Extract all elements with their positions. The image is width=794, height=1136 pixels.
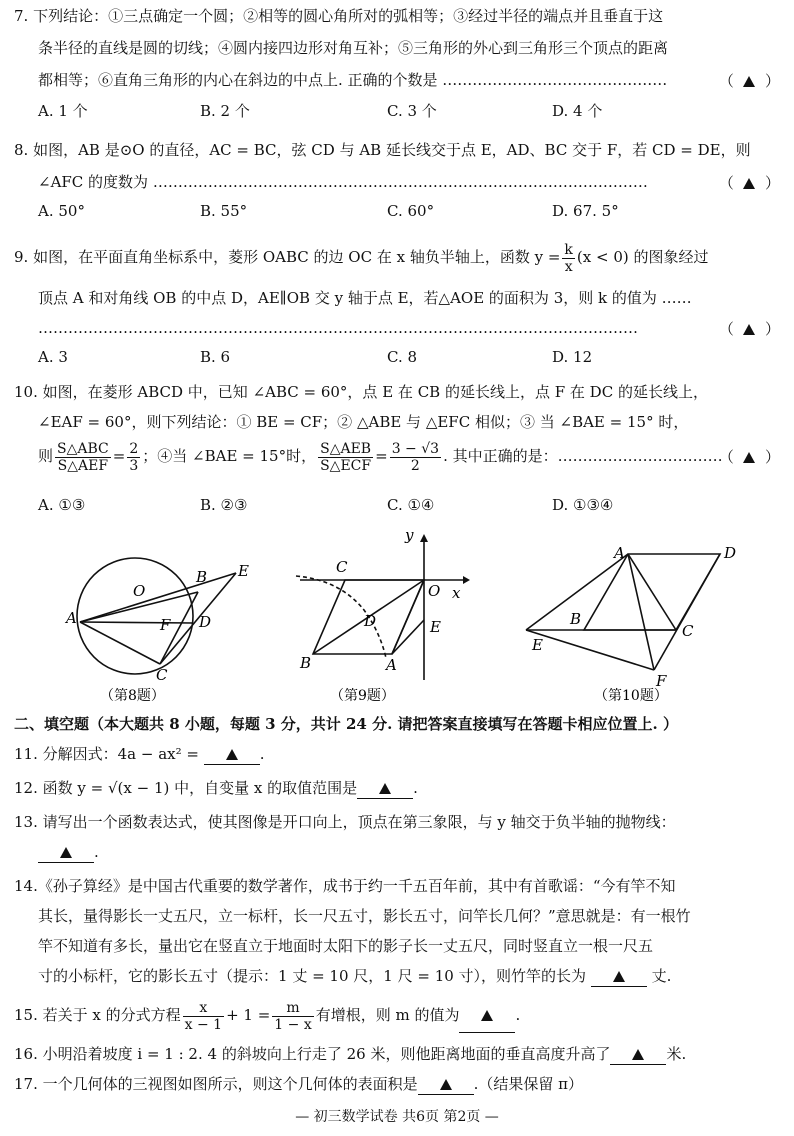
triangle-icon [481,1010,493,1021]
q9-option-c: C. 8 [387,348,418,366]
fig8-circle [77,558,193,674]
fig10-label-b: B [570,610,582,628]
fig10-label-a: A [614,544,625,562]
fig8-caption: （第8题） [100,688,165,704]
fig9-label-b: B [300,654,312,672]
triangle-icon [743,76,755,87]
fig8-line-ad [80,622,193,623]
q12: 12. 函数 y = √(x − 1) 中，自变量 x 的取值范围是 . [14,779,418,797]
fig9-label-y: y [405,526,414,544]
q16-answer-blank [610,1044,666,1065]
q8-option-b: B. 55° [200,202,248,220]
q15-fraction-1: $\frac{x}{x - 1}$ [184,999,223,1033]
fig9-line-ae [392,620,424,654]
fig10-label-e: E [532,636,543,654]
q8-answer-paren: （ ） [718,174,780,192]
q17-answer-blank [418,1074,474,1095]
q9-line3: ………………………………………………………………………………………………………… [38,319,638,337]
fig10-line-af [628,554,654,670]
q8-option-d: D. 67. 5° [552,202,619,220]
fig10-caption: （第10题） [594,688,668,704]
triangle-icon [632,1049,644,1060]
fig9-label-d: D [364,612,377,630]
q15-answer-blank [459,998,515,1033]
fig8-label-e: E [238,562,249,580]
q10-option-b: B. ②③ [200,496,248,514]
q9-fraction-k-over-x: $\frac{k}{x}$ [564,241,573,275]
q7-option-b: B. 2 个 [200,102,250,120]
q9-line2: 顶点 A 和对角线 OB 的中点 D，AE∥OB 交 y 轴于点 E，若△AOE 的面积为 3，则 k 的值为 …… [38,289,692,307]
q10-fraction-area-ratio-1: $\frac{\text{S△ABC}}{\text{S△AEF}}$ [57,440,109,474]
triangle-icon [379,783,391,794]
q8-option-a: A. 50° [38,202,85,220]
fig9-axis-arrows [420,534,470,584]
q10-line3: 则 $\frac{\text{S△ABC}}{\text{S△AEF}}$ = $\frac{2}{3}$ ；④当 ∠BAE = 15°时， $\frac{\text{S△AEB}}{\text{S△ECF}}$ = $\frac{3 - √3}{2}$ . 其中正确的是：…………………………… [38,440,723,474]
fig8-label-d: D [199,613,212,631]
q13-line1: 13. 请写出一个函数表达式，使其图像是开口向上，顶点在第三象限，与 y 轴交于负半轴的抛物线： [14,813,676,831]
fig9-label-x: x [452,584,461,602]
fig10-line-ef [526,630,654,670]
q7-line2: 条半径的直线是圆的切线；④圆内接四边形对角互补；⑤三角形的外心到三角形三个顶点的距离 [38,39,669,57]
q10-fraction-sqrt: $\frac{3 - √3}{2}$ [391,440,440,474]
fig9-label-e: E [430,618,441,636]
q10-option-c: C. ①④ [387,496,435,514]
q14-line4: 寸的小标杆，它的影长五寸（提示：1 丈 = 10 尺，1 尺 = 10 寸），则竹竿的长为 丈. [38,967,672,985]
q16: 16. 小明沿着坡度 i = 1 : 2. 4 的斜坡向上行走了 26 米，则他距离地面的垂直高度升高了 米. [14,1045,687,1063]
fig9-caption: （第9题） [330,688,395,704]
fig8-line-ce [160,573,236,664]
fig9-label-a: A [386,656,397,674]
fig8-label-o: O [133,582,146,600]
fig10-label-c: C [682,622,694,640]
triangle-icon [743,178,755,189]
q10-answer-paren: （ ） [718,448,780,466]
fig8-label-b: B [196,568,208,586]
q10-line1: 10. 如图，在菱形 ABCD 中，已知 ∠ABC = 60°，点 E 在 CB 的延长线上，点 F 在 DC 的延长线上， [14,383,708,401]
q8-line1: 8. 如图，AB 是⊙O 的直径，AC = BC，弦 CD 与 AB 延长线交于点 E，AD、BC 交于 F，若 CD = DE，则 [14,141,751,159]
q14-answer-blank [591,966,647,987]
figure-9 [296,540,466,680]
q10-option-d: D. ①③④ [552,496,614,514]
q7-option-d: D. 4 个 [552,102,603,120]
q8-option-c: C. 60° [387,202,435,220]
q17: 17. 一个几何体的三视图如图所示，则这个几何体的表面积是 .（结果保留 π） [14,1075,584,1093]
q14-line1: 14.《孙子算经》是中国古代重要的数学著作，成书于约一千五百年前，其中有首歌谣：“今有竿不知 [14,877,676,895]
q9-option-b: B. 6 [200,348,231,366]
section-2-heading: 二、填空题（本大题共 8 小题，每题 3 分，共计 24 分. 请把答案直接填写在答题卡相应位置上. ） [14,715,678,733]
fig8-label-f: F [160,616,171,634]
fig8-label-c: C [156,666,168,684]
q9-answer-paren: （ ） [718,320,780,338]
fig8-line-ae [80,573,236,622]
q7-answer-paren: （ ） [718,72,780,90]
fig8-line-ac [80,622,160,664]
q13-answer-blank [38,842,94,863]
triangle-icon [743,324,755,335]
q14-line3: 竿不知道有多长，量出它在竖直立于地面时太阳下的影子长一丈五尺，同时竖直立一根一尺五 [38,937,654,955]
q7-option-c: C. 3 个 [387,102,437,120]
q13-line2: . [38,842,780,863]
q11-answer-blank [204,744,260,765]
q14-line2: 其长，量得影长一丈五尺，立一标杆，长一尺五寸，影长五寸，问竿长几何？”意思就是：有一根竹 [38,907,691,925]
figure-8 [77,558,236,674]
q15: 15. 若关于 x 的分式方程 $\frac{x}{x - 1}$ + 1 = $\frac{m}{1 - x}$ 有增根，则 m 的值为 . [14,999,521,1033]
triangle-icon [613,971,625,982]
q10-option-a: A. ①③ [38,496,86,514]
triangle-icon [440,1079,452,1090]
triangle-icon [743,452,755,463]
fig9-label-c: C [336,558,348,576]
triangle-icon [226,749,238,760]
fig9-label-o: O [428,582,441,600]
q12-answer-blank [357,778,413,799]
q15-fraction-2: $\frac{m}{1 - x}$ [274,999,312,1033]
q7-line3: 都相等；⑥直角三角形的内心在斜边的中点上. 正确的个数是 ……………………………………… [38,71,668,89]
q9-option-d: D. 12 [552,348,593,366]
fig10-line-ac [628,554,676,630]
q8-line2: ∠AFC 的度数为 ……………………………………………………………………………………… [38,173,648,191]
q10-fraction-2-3: $\frac{2}{3}$ [129,440,139,474]
triangle-icon [60,847,72,858]
q7-line1: 7. 下列结论：①三点确定一个圆；②相等的圆心角所对的弧相等；③经过半径的端点并且垂直于这 [14,7,664,25]
fig8-label-a: A [66,609,77,627]
q9-option-a: A. 3 [38,348,68,366]
figures-row [0,520,794,710]
fig10-label-d: D [724,544,737,562]
q10-fraction-area-ratio-2: $\frac{\text{S△AEB}}{\text{S△ECF}}$ [320,440,372,474]
page-footer: — 初三数学试卷 共6页 第2页 — [295,1109,499,1125]
q11: 11. 分解因式：4a − ax² = . [14,745,265,763]
q10-line2: ∠EAF = 60°，则下列结论：① BE = CF；② △ABE 与 △EFC 相似；③ 当 ∠BAE = 15° 时， [38,413,689,431]
figure-10 [526,554,720,670]
q9-line1: 9. 如图，在平面直角坐标系中，菱形 OABC 的边 OC 在 x 轴负半轴上，函数 y = $\frac{k}{x}$ (x < 0) 的图象经过 [14,241,709,275]
q7-option-a: A. 1 个 [38,102,88,120]
fig10-label-f: F [656,672,667,690]
